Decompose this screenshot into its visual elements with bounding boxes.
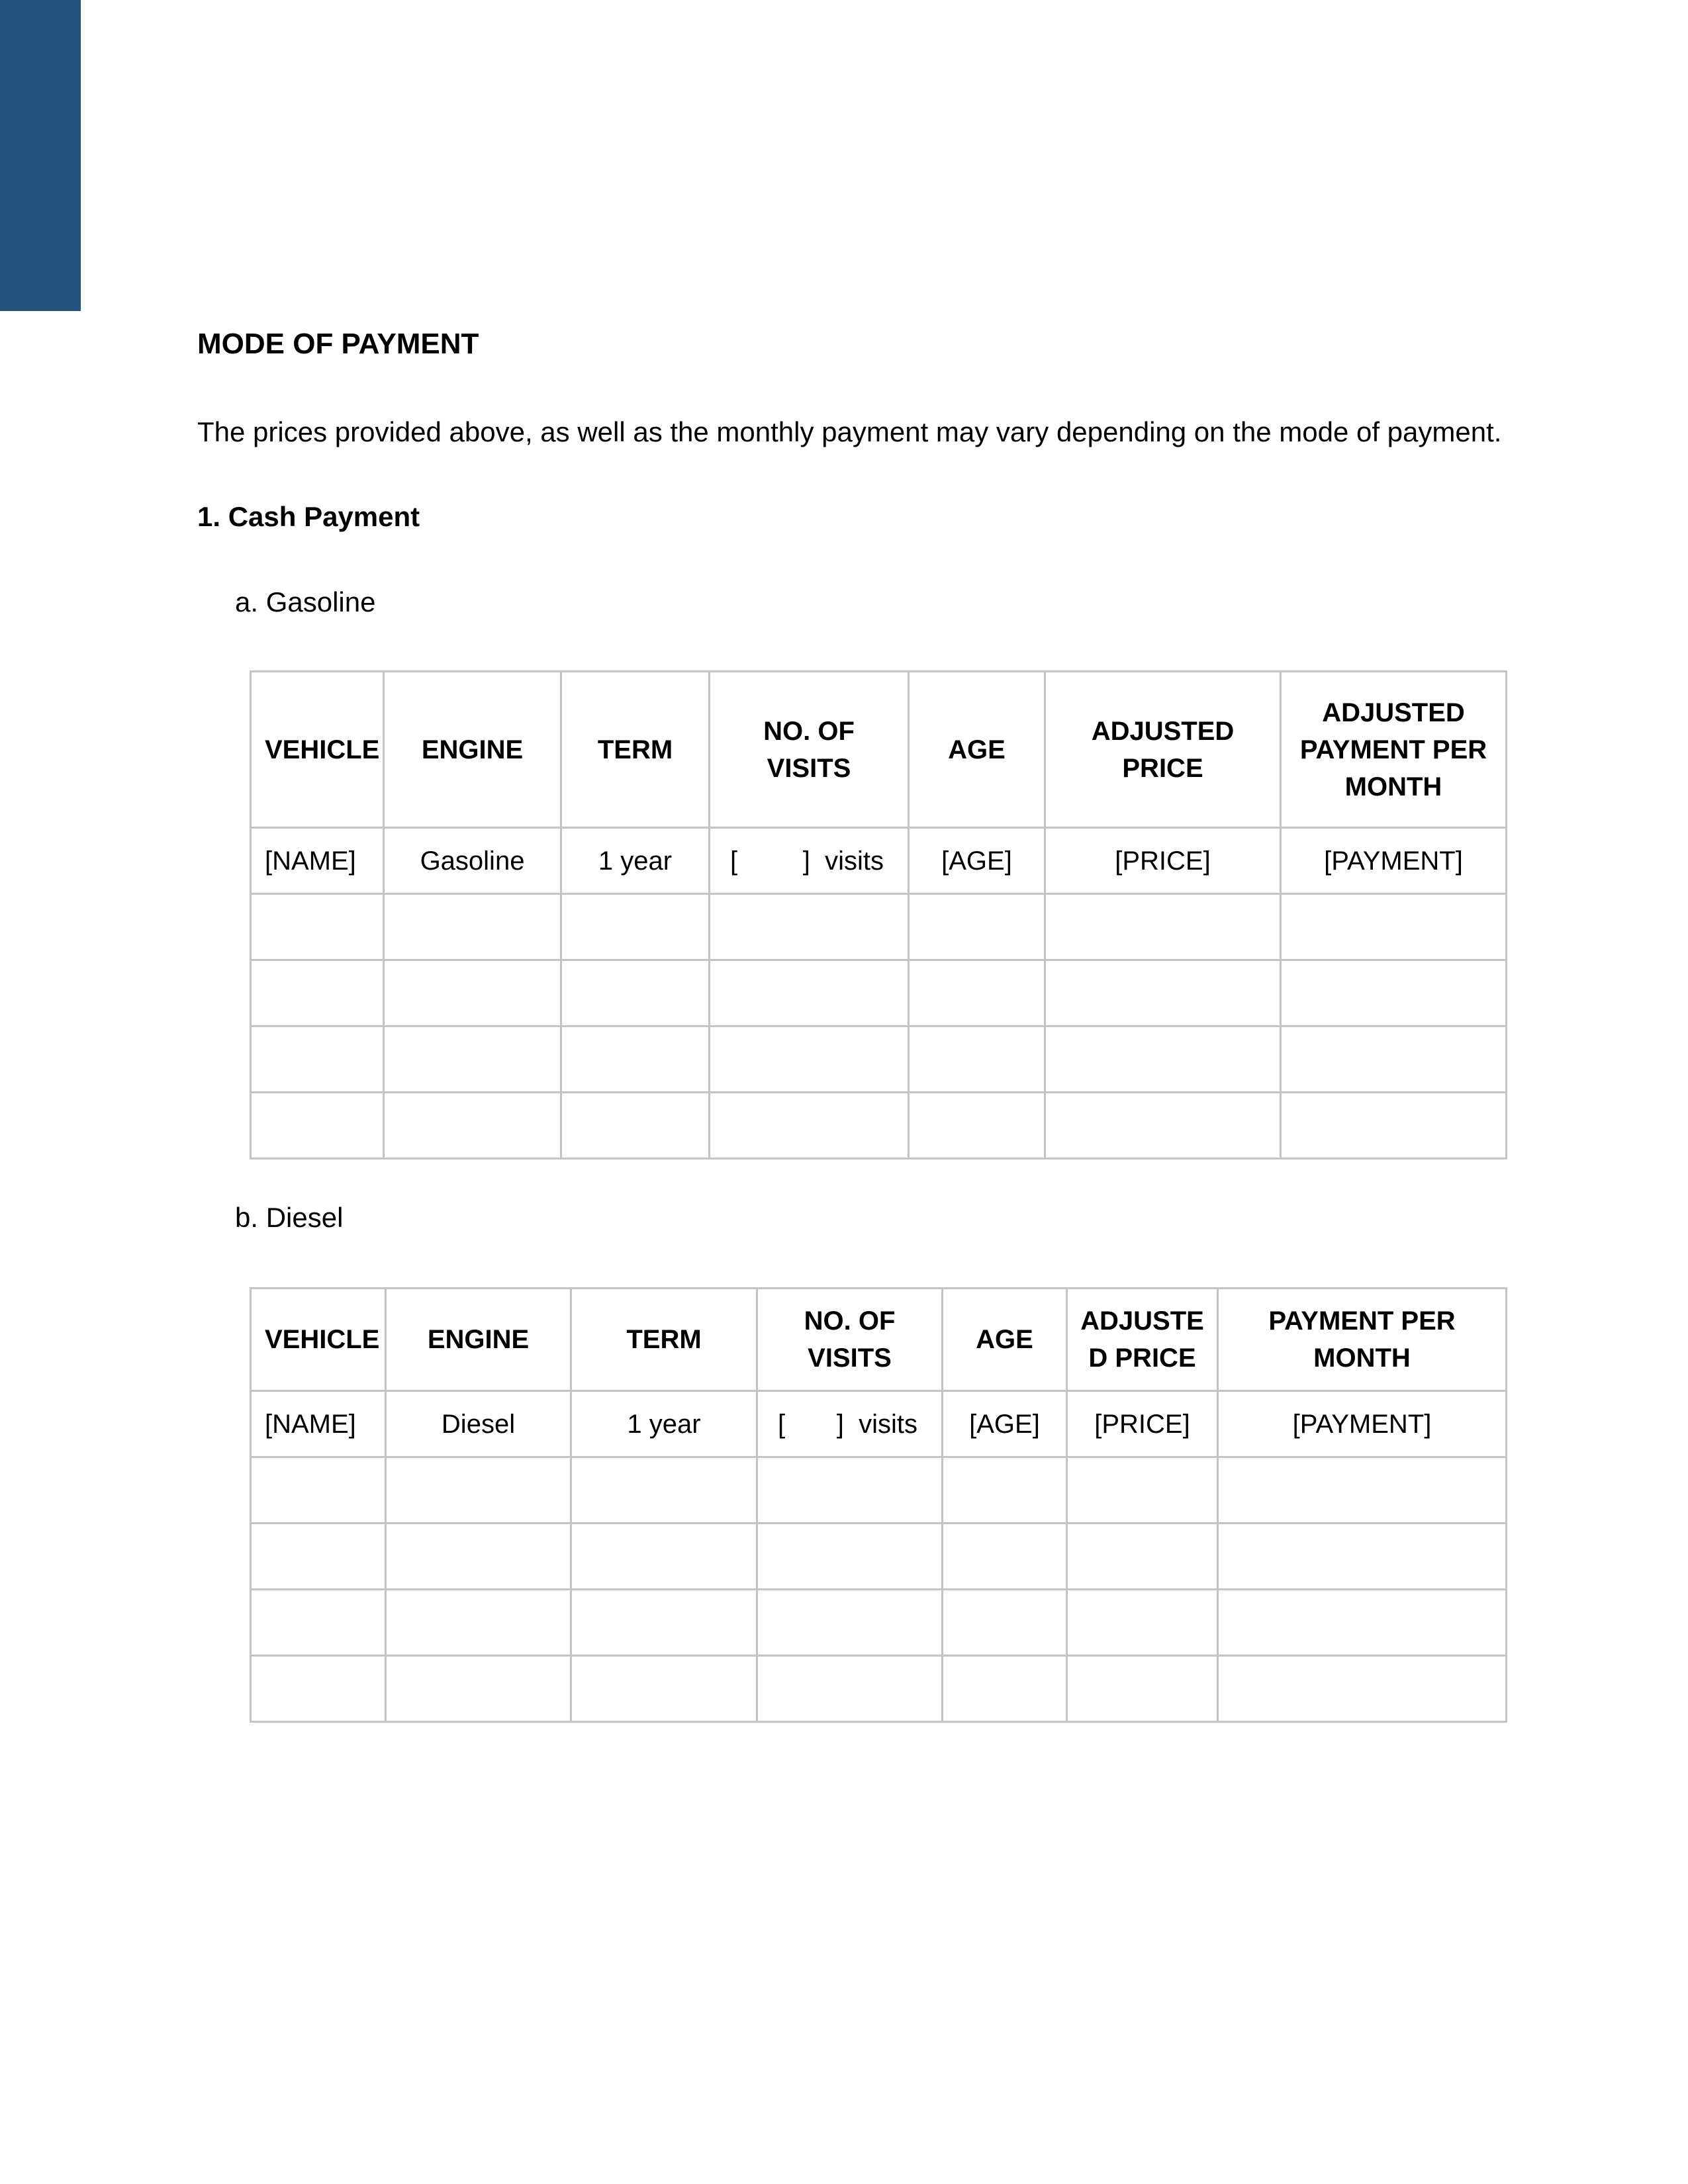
empty-cell xyxy=(909,1093,1045,1159)
side-accent-bar xyxy=(0,0,81,311)
empty-cell xyxy=(1281,1093,1507,1159)
table-row-empty xyxy=(251,1590,1507,1656)
table-row xyxy=(251,828,1507,894)
empty-cell xyxy=(386,1656,571,1722)
header-term: TERM xyxy=(561,672,710,828)
empty-cell xyxy=(943,1524,1067,1590)
header-vehicle: VEHICLE xyxy=(251,672,384,828)
cell-engine: Diesel xyxy=(386,1391,571,1457)
visits-open-bracket: [ xyxy=(730,846,738,876)
empty-cell xyxy=(943,1590,1067,1656)
header-engine: ENGINE xyxy=(386,1289,571,1391)
header-age: AGE xyxy=(909,672,1045,828)
empty-cell xyxy=(710,1093,909,1159)
header-visits: NO. OF VISITS xyxy=(757,1289,943,1391)
empty-cell xyxy=(710,960,909,1026)
empty-cell xyxy=(757,1524,943,1590)
empty-cell xyxy=(1045,894,1281,960)
empty-cell xyxy=(384,1093,561,1159)
empty-cell xyxy=(251,1524,386,1590)
empty-cell xyxy=(909,960,1045,1026)
cell-payment: [PAYMENT] xyxy=(1218,1391,1507,1457)
empty-cell xyxy=(1067,1524,1218,1590)
empty-cell xyxy=(1067,1590,1218,1656)
diesel-label: b. Diesel xyxy=(235,1202,344,1233)
empty-cell xyxy=(909,894,1045,960)
gasoline-label: a. Gasoline xyxy=(235,586,376,617)
table-row-empty xyxy=(251,1457,1507,1524)
empty-cell xyxy=(710,894,909,960)
table-row-empty xyxy=(251,894,1507,960)
header-adjusted-price: ADJUSTE D PRICE xyxy=(1067,1289,1218,1391)
empty-cell xyxy=(561,1026,710,1093)
cell-payment: [PAYMENT] xyxy=(1281,828,1507,894)
empty-cell xyxy=(251,1656,386,1722)
empty-cell xyxy=(1045,1093,1281,1159)
empty-cell xyxy=(1067,1457,1218,1524)
empty-cell xyxy=(561,1093,710,1159)
table-row-empty xyxy=(251,1026,1507,1093)
empty-cell xyxy=(571,1656,757,1722)
header-age: AGE xyxy=(943,1289,1067,1391)
empty-cell xyxy=(1218,1457,1507,1524)
header-adjusted-price: ADJUSTED PRICE xyxy=(1045,672,1281,828)
cell-age: [AGE] xyxy=(943,1391,1067,1457)
empty-cell xyxy=(384,1026,561,1093)
empty-cell xyxy=(1218,1656,1507,1722)
empty-cell xyxy=(251,894,384,960)
empty-cell xyxy=(909,1026,1045,1093)
cash-payment-heading: 1. Cash Payment xyxy=(197,501,420,532)
empty-cell xyxy=(561,960,710,1026)
empty-cell xyxy=(1281,1026,1507,1093)
empty-cell xyxy=(561,894,710,960)
header-visits: NO. OF VISITS xyxy=(710,672,909,828)
cell-term: 1 year xyxy=(561,828,710,894)
empty-cell xyxy=(386,1590,571,1656)
empty-cell xyxy=(1218,1524,1507,1590)
empty-cell xyxy=(571,1524,757,1590)
header-term: TERM xyxy=(571,1289,757,1391)
visits-suffix: ] visits xyxy=(802,846,884,876)
cell-age: [AGE] xyxy=(909,828,1045,894)
empty-cell xyxy=(943,1457,1067,1524)
cell-visits xyxy=(710,828,909,894)
empty-cell xyxy=(251,1590,386,1656)
table-row-empty xyxy=(251,1093,1507,1159)
cell-price: [PRICE] xyxy=(1045,828,1281,894)
empty-cell xyxy=(384,960,561,1026)
gasoline-table xyxy=(250,670,1507,1160)
intro-paragraph: The prices provided above, as well as the monthly payment may vary depending on the mode of payment. xyxy=(197,416,1502,447)
empty-cell xyxy=(1281,894,1507,960)
empty-cell xyxy=(251,1093,384,1159)
header-engine: ENGINE xyxy=(384,672,561,828)
empty-cell xyxy=(571,1457,757,1524)
cell-vehicle: [NAME] xyxy=(251,828,384,894)
table-row-empty xyxy=(251,960,1507,1026)
empty-cell xyxy=(757,1590,943,1656)
empty-cell xyxy=(571,1590,757,1656)
empty-cell xyxy=(757,1457,943,1524)
visits-open-bracket: [ xyxy=(778,1409,786,1439)
empty-cell xyxy=(386,1457,571,1524)
table-row-empty xyxy=(251,1656,1507,1722)
empty-cell xyxy=(1067,1656,1218,1722)
header-payment-per-month: PAYMENT PER MONTH xyxy=(1218,1289,1507,1391)
header-adjusted-payment: ADJUSTED PAYMENT PER MONTH xyxy=(1281,672,1507,828)
diesel-table xyxy=(250,1287,1507,1723)
empty-cell xyxy=(251,960,384,1026)
empty-cell xyxy=(1045,1026,1281,1093)
empty-cell xyxy=(1281,960,1507,1026)
empty-cell xyxy=(1045,960,1281,1026)
empty-cell xyxy=(1218,1590,1507,1656)
table-header-row xyxy=(251,1289,1507,1391)
visits-suffix: ] visits xyxy=(836,1409,917,1439)
cell-visits xyxy=(757,1391,943,1457)
table-header-row xyxy=(251,672,1507,828)
empty-cell xyxy=(384,894,561,960)
header-vehicle: VEHICLE xyxy=(251,1289,386,1391)
cell-engine: Gasoline xyxy=(384,828,561,894)
empty-cell xyxy=(251,1026,384,1093)
table-row xyxy=(251,1391,1507,1457)
empty-cell xyxy=(710,1026,909,1093)
cell-term: 1 year xyxy=(571,1391,757,1457)
empty-cell xyxy=(943,1656,1067,1722)
table-row-empty xyxy=(251,1524,1507,1590)
section-title: MODE OF PAYMENT xyxy=(197,328,479,360)
cell-price: [PRICE] xyxy=(1067,1391,1218,1457)
cell-vehicle: [NAME] xyxy=(251,1391,386,1457)
empty-cell xyxy=(757,1656,943,1722)
empty-cell xyxy=(386,1524,571,1590)
empty-cell xyxy=(251,1457,386,1524)
